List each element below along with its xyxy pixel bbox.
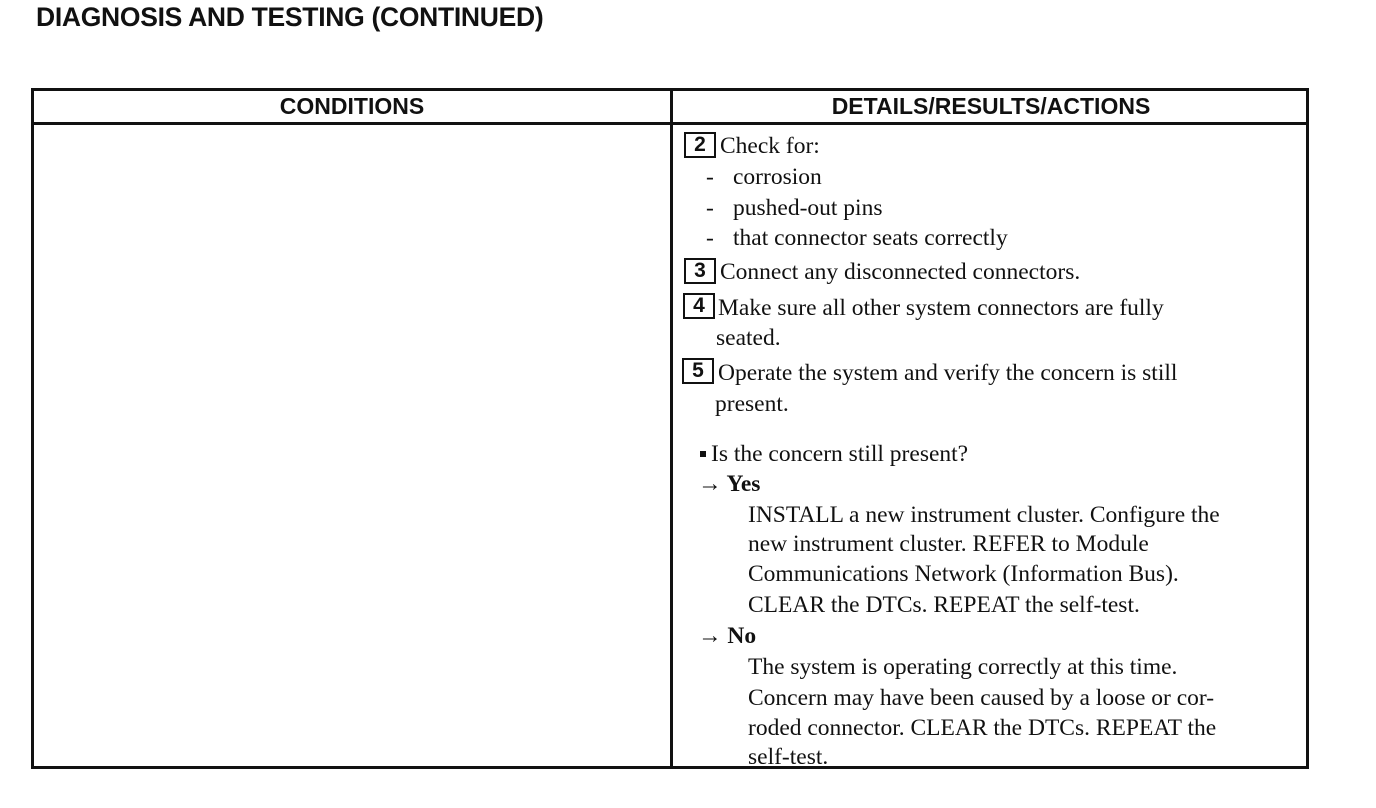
step-5-text-line2: present. <box>715 391 789 417</box>
step-3-text: Connect any disconnected connectors. <box>720 259 1081 285</box>
no-label: → No <box>698 623 757 649</box>
step-2-text: Check for: <box>720 133 820 159</box>
no-action-line: roded connector. CLEAR the DTCs. REPEAT the <box>748 715 1217 741</box>
yes-label: → Yes <box>698 471 761 497</box>
question <box>700 441 968 468</box>
no-action-line: The system is operating correctly at this time. <box>748 654 1178 680</box>
check-item-connector-seats: that connector seats correctly <box>733 225 1008 251</box>
yes-action-line: CLEAR the DTCs. REPEAT the self-test. <box>748 592 1140 618</box>
conditions-cell <box>34 125 670 765</box>
step-5-text-line1: Operate the system and verify the concern is still <box>718 360 1178 386</box>
step-4-number: 4 <box>683 293 715 319</box>
step-4-text-line2: seated. <box>716 325 781 351</box>
question-text: Is the concern still present? <box>711 441 969 467</box>
conditions-header: CONDITIONS <box>279 93 425 119</box>
check-item-dash: - <box>706 195 714 221</box>
check-item-dash: - <box>706 225 714 251</box>
step-3-number: 3 <box>684 258 716 284</box>
yes-action-line: Communications Network (Information Bus). <box>748 561 1179 587</box>
page-title: DIAGNOSIS AND TESTING (CONTINUED) <box>36 2 544 32</box>
step-2-number: 2 <box>684 132 716 158</box>
step-5-number: 5 <box>682 358 714 384</box>
bullet-square-icon <box>700 451 706 457</box>
step-4-text-line1: Make sure all other system connectors are fully <box>718 295 1164 321</box>
check-item-corrosion: corrosion <box>733 164 822 190</box>
check-item-pushed-out-pins: pushed-out pins <box>733 195 883 221</box>
no-action-line: Concern may have been caused by a loose or cor- <box>748 685 1215 711</box>
yes-action-line: new instrument cluster. REFER to Module <box>748 531 1149 557</box>
no-action-line: self-test. <box>748 744 829 770</box>
details-header: DETAILS/RESULTS/ACTIONS <box>831 93 1151 119</box>
yes-action-line: INSTALL a new instrument cluster. Configure the <box>748 502 1220 528</box>
check-item-dash: - <box>706 164 714 190</box>
column-divider <box>670 91 673 766</box>
